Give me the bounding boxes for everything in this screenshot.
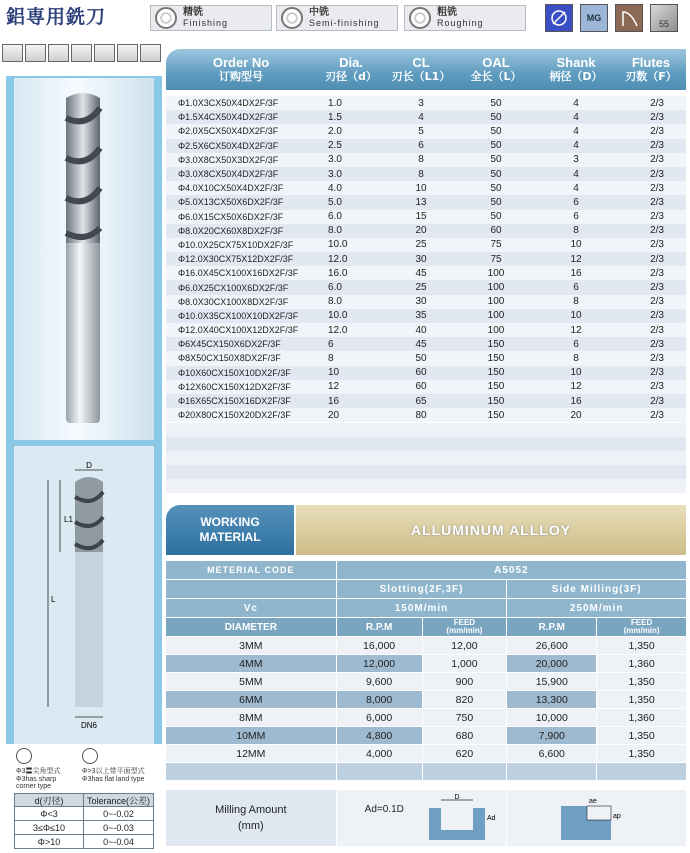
table-row bbox=[166, 351, 686, 365]
condition-cell: 620 bbox=[423, 745, 507, 762]
table-cell: 4 bbox=[573, 182, 579, 194]
mode-finishing bbox=[150, 5, 272, 31]
table-cell: 6 bbox=[573, 338, 579, 350]
condition-cell: 4,800 bbox=[337, 727, 422, 744]
shape-icon-4 bbox=[71, 44, 92, 62]
table-cell: 10.0 bbox=[328, 239, 348, 251]
shape-icon-6 bbox=[117, 44, 138, 62]
table-row bbox=[166, 280, 686, 294]
table-cell: 1.5 bbox=[328, 111, 342, 123]
material-name: ALLUMINUM ALLLOY bbox=[296, 505, 686, 555]
table-cell: 150 bbox=[487, 338, 505, 350]
condition-row-empty bbox=[166, 763, 686, 780]
table-cell: 20 bbox=[570, 409, 582, 421]
condition-cell: 5MM bbox=[166, 673, 336, 690]
shape-icon-7 bbox=[140, 44, 161, 62]
vc-slotting: 150M/min bbox=[337, 599, 507, 617]
table-cell: Φ16X65CX150X16DX2F/3F bbox=[178, 396, 291, 407]
table-cell: 2/3 bbox=[650, 282, 664, 294]
table-cell: 2/3 bbox=[650, 196, 664, 208]
table-cell: Φ6.0X15CX50X6DX2F/3F bbox=[178, 211, 284, 222]
end-mill-image bbox=[56, 88, 110, 428]
feed-side-label: FEED (mm/min) bbox=[597, 618, 686, 636]
table-row bbox=[166, 366, 686, 380]
table-cell: 150 bbox=[487, 381, 505, 393]
condition-cell: 6,600 bbox=[507, 745, 596, 762]
col-dia: Dia. 刃径（d） bbox=[325, 54, 377, 83]
table-cell: 2/3 bbox=[650, 310, 664, 322]
table-row bbox=[166, 139, 686, 153]
side-milling-label: Side Milling(3F) bbox=[507, 580, 686, 598]
condition-row bbox=[166, 655, 686, 672]
table-cell: 35 bbox=[415, 310, 427, 322]
tolerance-cell: 0~-0.04 bbox=[103, 836, 134, 847]
table-cell: 2/3 bbox=[650, 211, 664, 223]
shape-icon-1 bbox=[2, 44, 23, 62]
roughing-icon bbox=[409, 7, 431, 29]
shape-icon-3 bbox=[48, 44, 69, 62]
table-cell: Φ5.0X13CX50X6DX2F/3F bbox=[178, 197, 284, 208]
table-cell: 2/3 bbox=[650, 225, 664, 237]
page-title: 鋁専用銑刀 bbox=[6, 6, 107, 28]
table-cell: 16.0 bbox=[328, 267, 348, 279]
table-cell: Φ3.0X8CX50X4DX2F/3F bbox=[178, 169, 279, 180]
condition-cell: 8,000 bbox=[337, 691, 422, 708]
table-cell: 50 bbox=[490, 140, 502, 152]
table-cell: 6 bbox=[573, 196, 579, 208]
diagram-label-dn: DN6 bbox=[80, 721, 98, 730]
table-cell: 2/3 bbox=[650, 409, 664, 421]
mode-semi-finishing bbox=[276, 5, 398, 31]
table-row bbox=[166, 210, 686, 224]
dimension-drawing bbox=[40, 462, 140, 732]
table-cell: 12 bbox=[570, 253, 582, 265]
table-row bbox=[166, 380, 686, 394]
table-cell: Φ2.5X6CX50X4DX2F/3F bbox=[178, 140, 279, 151]
table-cell: 50 bbox=[415, 352, 427, 364]
table-cell: 50 bbox=[490, 111, 502, 123]
milling-amount-label: Milling Amount (mm) bbox=[166, 790, 336, 846]
table-cell: 100 bbox=[487, 310, 505, 322]
condition-cell: 680 bbox=[423, 727, 507, 744]
table-cell: 2/3 bbox=[650, 182, 664, 194]
cutting-rows bbox=[166, 637, 686, 780]
vc-side: 250M/min bbox=[507, 599, 686, 617]
table-cell: 5.0 bbox=[328, 196, 342, 208]
table-cell: 3 bbox=[418, 97, 424, 109]
table-cell: 65 bbox=[415, 395, 427, 407]
diameter-label: DIAMETER bbox=[166, 618, 336, 636]
condition-cell: 15,900 bbox=[507, 673, 596, 690]
milling-amount-section bbox=[166, 790, 686, 846]
table-cell: Φ20X80CX150X20DX2F/3F bbox=[178, 410, 291, 421]
table-cell: 40 bbox=[415, 324, 427, 336]
table-cell: 6 bbox=[573, 211, 579, 223]
table-cell: Φ6.0X25CX100X6DX2F/3F bbox=[178, 282, 289, 293]
table-cell: 16 bbox=[570, 395, 582, 407]
table-cell: 2.0 bbox=[328, 125, 342, 137]
table-cell: 60 bbox=[490, 225, 502, 237]
table-row bbox=[166, 252, 686, 266]
table-cell: 8 bbox=[573, 352, 579, 364]
table-cell: 50 bbox=[490, 196, 502, 208]
table-cell: 5 bbox=[418, 125, 424, 137]
spiral-badge-icon bbox=[545, 4, 573, 32]
condition-cell: 12MM bbox=[166, 745, 336, 762]
table-cell: 2/3 bbox=[650, 111, 664, 123]
table-cell: 1.0 bbox=[328, 97, 342, 109]
mg-badge: MG bbox=[580, 4, 608, 32]
condition-cell bbox=[507, 763, 596, 780]
slot-sketch-icon bbox=[427, 794, 497, 842]
table-cell: Φ8.0X20CX60X8DX2F/3F bbox=[178, 225, 284, 236]
table-row bbox=[166, 323, 686, 337]
feed-slot-label: FEED (mm/min) bbox=[423, 618, 507, 636]
table-cell: Φ12X60CX150X12DX2F/3F bbox=[178, 381, 291, 392]
table-row bbox=[166, 181, 686, 195]
table-cell: 12 bbox=[570, 381, 582, 393]
condition-cell: 7,900 bbox=[507, 727, 596, 744]
table-cell: 2/3 bbox=[650, 338, 664, 350]
table-cell: 3.0 bbox=[328, 168, 342, 180]
condition-cell bbox=[166, 763, 336, 780]
table-cell: 2/3 bbox=[650, 352, 664, 364]
table-cell: 2/3 bbox=[650, 367, 664, 379]
table-cell: 45 bbox=[415, 267, 427, 279]
condition-cell: 8MM bbox=[166, 709, 336, 726]
condition-cell: 12,00 bbox=[423, 637, 507, 654]
table-cell: 20 bbox=[328, 409, 340, 421]
table-cell: 75 bbox=[490, 253, 502, 265]
sharp-corner-icon bbox=[16, 748, 32, 764]
condition-cell: 26,600 bbox=[507, 637, 596, 654]
table-cell: 30 bbox=[415, 253, 427, 265]
table-cell: 150 bbox=[487, 352, 505, 364]
table-cell: 75 bbox=[490, 239, 502, 251]
table-cell: 12 bbox=[328, 381, 340, 393]
vc-label: Vc bbox=[166, 599, 336, 617]
table-cell: 10.0 bbox=[328, 310, 348, 322]
table-cell: 50 bbox=[490, 182, 502, 194]
blank-cell bbox=[166, 580, 336, 598]
table-cell: Φ1.0X3CX50X4DX2F/3F bbox=[178, 98, 279, 109]
note-flat-en: Φ3has flat land type bbox=[82, 776, 145, 783]
tolerance-cell: Φ>10 bbox=[15, 835, 84, 848]
table-cell: 150 bbox=[487, 367, 505, 379]
table-cell: 3.0 bbox=[328, 154, 342, 166]
table-cell: 10 bbox=[570, 367, 582, 379]
table-cell: 2/3 bbox=[650, 125, 664, 137]
condition-row bbox=[166, 691, 686, 708]
table-cell: 30 bbox=[415, 296, 427, 308]
working-material-label: WORKING MATERIAL bbox=[166, 505, 294, 555]
table-cell: 4 bbox=[573, 140, 579, 152]
corner-notes bbox=[16, 748, 156, 788]
table-cell: 8.0 bbox=[328, 225, 342, 237]
table-cell: 6 bbox=[328, 338, 334, 350]
condition-cell: 900 bbox=[423, 673, 507, 690]
table-cell: 2/3 bbox=[650, 239, 664, 251]
table-row bbox=[166, 195, 686, 209]
semi-finishing-icon bbox=[281, 7, 303, 29]
table-cell: 150 bbox=[487, 395, 505, 407]
finishing-icon bbox=[155, 7, 177, 29]
table-cell: 2/3 bbox=[650, 140, 664, 152]
mode-cn: 粗铣 bbox=[437, 7, 457, 18]
table-cell: 4 bbox=[573, 97, 579, 109]
condition-cell: 1,360 bbox=[597, 655, 686, 672]
table-cell: 2/3 bbox=[650, 395, 664, 407]
tolerance-table bbox=[14, 793, 154, 849]
note-sharp-en: Φ3has sharp corner type bbox=[16, 776, 57, 790]
condition-cell: 16,000 bbox=[337, 637, 422, 654]
table-cell: 8 bbox=[328, 352, 334, 364]
table-row bbox=[166, 224, 686, 238]
condition-cell: 6MM bbox=[166, 691, 336, 708]
table-cell: 8 bbox=[418, 154, 424, 166]
table-row bbox=[166, 309, 686, 323]
condition-cell: 20,000 bbox=[507, 655, 596, 672]
flat-land-icon bbox=[82, 748, 98, 764]
table-cell: Φ3.0X8CX50X3DX2F/3F bbox=[178, 154, 279, 165]
table-cell: 4 bbox=[573, 168, 579, 180]
condition-cell: 1,000 bbox=[423, 655, 507, 672]
table-cell: Φ8.0X30CX100X8DX2F/3F bbox=[178, 296, 289, 307]
mode-roughing bbox=[404, 5, 526, 31]
table-cell: 100 bbox=[487, 267, 505, 279]
table-cell: 6.0 bbox=[328, 211, 342, 223]
table-cell: 6 bbox=[573, 282, 579, 294]
condition-cell: 820 bbox=[423, 691, 507, 708]
condition-cell: 1,350 bbox=[597, 745, 686, 762]
col-order-no: Order No 订购型号 bbox=[212, 54, 270, 83]
table-cell: 150 bbox=[487, 409, 505, 421]
condition-row bbox=[166, 673, 686, 690]
condition-row bbox=[166, 637, 686, 654]
shape-icon-5 bbox=[94, 44, 115, 62]
table-cell: 2/3 bbox=[650, 296, 664, 308]
rpm-side-label: R.P.M bbox=[507, 618, 596, 636]
table-cell: 6 bbox=[418, 140, 424, 152]
side-diagram bbox=[507, 790, 686, 846]
condition-cell: 9,600 bbox=[337, 673, 422, 690]
table-cell: Φ1.5X4CX50X4DX2F/3F bbox=[178, 112, 279, 123]
condition-cell: 1,350 bbox=[597, 673, 686, 690]
table-cell: 2/3 bbox=[650, 267, 664, 279]
table-cell: Φ16.0X45CX100X16DX2F/3F bbox=[178, 268, 299, 279]
tolerance-cell: 0~-0.03 bbox=[103, 822, 134, 833]
table-row bbox=[166, 295, 686, 309]
table-cell: 12 bbox=[570, 324, 582, 336]
table-cell: 2/3 bbox=[650, 381, 664, 393]
table-cell: 8 bbox=[418, 168, 424, 180]
condition-row bbox=[166, 727, 686, 744]
table-cell: 4 bbox=[418, 111, 424, 123]
tolerance-header-d: d(刃径) bbox=[15, 794, 84, 806]
table-cell: 4 bbox=[573, 111, 579, 123]
table-cell: 10 bbox=[415, 182, 427, 194]
table-cell: 2/3 bbox=[650, 253, 664, 265]
tolerance-cell: Φ<3 bbox=[15, 807, 84, 820]
condition-row bbox=[166, 709, 686, 726]
table-cell: 4 bbox=[573, 125, 579, 137]
table-cell: 4.0 bbox=[328, 182, 342, 194]
table-cell: 13 bbox=[415, 196, 427, 208]
table-cell: 45 bbox=[415, 338, 427, 350]
rpm-slot-label: R.P.M bbox=[337, 618, 422, 636]
mode-en: Semi-finishing bbox=[309, 18, 380, 28]
col-shank: Shank 柄径（D） bbox=[549, 54, 603, 83]
col-cl: CL 刃长（L1） bbox=[391, 54, 451, 83]
table-cell: 25 bbox=[415, 282, 427, 294]
mode-en: Finishing bbox=[183, 18, 229, 28]
table-cell: 2/3 bbox=[650, 97, 664, 109]
spec-table-header bbox=[166, 49, 686, 90]
table-row bbox=[166, 110, 686, 124]
table-cell: 50 bbox=[490, 168, 502, 180]
table-row bbox=[166, 337, 686, 351]
table-cell: Φ6X45CX150X6DX2F/3F bbox=[178, 339, 281, 350]
angle-badge-icon bbox=[615, 4, 643, 32]
table-cell: Φ8X50CX150X8DX2F/3F bbox=[178, 353, 281, 364]
ad-label: Ad=0.1D bbox=[364, 804, 404, 815]
note-flat: Φ>3以上带平面型式 bbox=[82, 768, 145, 775]
table-cell: 12.0 bbox=[328, 324, 348, 336]
svg-text:D: D bbox=[454, 794, 460, 801]
table-cell: 10 bbox=[570, 239, 582, 251]
table-cell: 100 bbox=[487, 296, 505, 308]
spec-table-filler bbox=[166, 423, 686, 493]
material-code-label: METERIAL CODE bbox=[166, 561, 336, 579]
table-cell: 8 bbox=[573, 225, 579, 237]
mode-cn: 精铣 bbox=[183, 7, 203, 18]
table-cell: 80 bbox=[415, 409, 427, 421]
table-row bbox=[166, 394, 686, 408]
condition-cell: 4MM bbox=[166, 655, 336, 672]
condition-cell: 750 bbox=[423, 709, 507, 726]
table-cell: 60 bbox=[415, 367, 427, 379]
table-cell: 2/3 bbox=[650, 154, 664, 166]
diagram-label-d: D bbox=[86, 462, 92, 470]
table-cell: Φ2.0X5CX50X4DX2F/3F bbox=[178, 126, 279, 137]
table-cell: 2.5 bbox=[328, 140, 342, 152]
condition-cell: 1,350 bbox=[597, 637, 686, 654]
table-cell: Φ10.0X25CX75X10DX2F/3F bbox=[178, 239, 294, 250]
table-cell: 25 bbox=[415, 239, 427, 251]
table-cell: Φ12.0X30CX75X12DX2F/3F bbox=[178, 254, 294, 265]
table-cell: Φ4.0X10CX50X4DX2F/3F bbox=[178, 183, 284, 194]
svg-text:Ad: Ad bbox=[486, 815, 496, 822]
table-cell: 8 bbox=[573, 296, 579, 308]
condition-cell bbox=[337, 763, 422, 780]
table-cell: 50 bbox=[490, 97, 502, 109]
condition-cell bbox=[597, 763, 686, 780]
svg-text:ae: ae bbox=[589, 798, 598, 805]
table-cell: 16 bbox=[570, 267, 582, 279]
table-row bbox=[166, 408, 686, 422]
mode-en: Roughing bbox=[437, 18, 484, 28]
side-sketch-icon bbox=[557, 794, 627, 842]
tolerance-cell: 0~-0.02 bbox=[103, 808, 134, 819]
condition-cell: 10MM bbox=[166, 727, 336, 744]
slotting-label: Slotting(2F,3F) bbox=[337, 580, 507, 598]
tolerance-header-tol: Tolerance(公差) bbox=[86, 795, 151, 806]
condition-cell: 12,000 bbox=[337, 655, 422, 672]
condition-cell: 1,350 bbox=[597, 727, 686, 744]
table-cell: 10 bbox=[328, 367, 340, 379]
cutting-conditions-table bbox=[166, 561, 686, 781]
col-flutes: Flutes 刃数（F） bbox=[625, 54, 677, 83]
table-cell: 2/3 bbox=[650, 168, 664, 180]
tolerance-cell: 3≤Φ≤10 bbox=[15, 821, 84, 834]
helix-55-badge: 55 bbox=[650, 4, 678, 32]
condition-cell: 1,360 bbox=[597, 709, 686, 726]
table-row bbox=[166, 167, 686, 181]
shape-icon-2 bbox=[25, 44, 46, 62]
table-cell: Φ10.0X35CX100X10DX2F/3F bbox=[178, 310, 299, 321]
table-cell: 60 bbox=[415, 381, 427, 393]
table-row bbox=[166, 153, 686, 167]
table-cell: 16 bbox=[328, 395, 340, 407]
table-cell: Φ12.0X40CX100X12DX2F/3F bbox=[178, 325, 299, 336]
table-cell: 50 bbox=[490, 154, 502, 166]
table-cell: 3 bbox=[573, 154, 579, 166]
table-cell: 15 bbox=[415, 211, 427, 223]
condition-row bbox=[166, 745, 686, 762]
table-cell: 50 bbox=[490, 125, 502, 137]
material-code: A5052 bbox=[337, 561, 686, 579]
slot-diagram bbox=[337, 790, 507, 846]
table-cell: 100 bbox=[487, 282, 505, 294]
table-cell: 50 bbox=[490, 211, 502, 223]
table-cell: Φ10X60CX150X10DX2F/3F bbox=[178, 367, 291, 378]
table-cell: 8.0 bbox=[328, 296, 342, 308]
diagram-label-l1: L1 bbox=[64, 515, 73, 524]
table-cell: 6.0 bbox=[328, 282, 342, 294]
table-cell: 12.0 bbox=[328, 253, 348, 265]
table-cell: 100 bbox=[487, 324, 505, 336]
table-row bbox=[166, 238, 686, 252]
condition-cell: 1,350 bbox=[597, 691, 686, 708]
condition-cell: 6,000 bbox=[337, 709, 422, 726]
condition-cell: 13,300 bbox=[507, 691, 596, 708]
condition-cell: 10,000 bbox=[507, 709, 596, 726]
condition-cell: 3MM bbox=[166, 637, 336, 654]
svg-text:ap: ap bbox=[613, 813, 622, 820]
tool-type-icons bbox=[2, 44, 161, 62]
condition-cell: 4,000 bbox=[337, 745, 422, 762]
condition-cell bbox=[423, 763, 507, 780]
col-oal: OAL 全长（L） bbox=[470, 54, 522, 83]
note-sharp: Φ3〓尖角型式 bbox=[16, 768, 61, 775]
diagram-label-l: L bbox=[51, 595, 56, 604]
table-cell: 10 bbox=[570, 310, 582, 322]
table-row bbox=[166, 266, 686, 280]
table-row bbox=[166, 124, 686, 138]
spec-table-body bbox=[166, 96, 686, 422]
table-row bbox=[166, 96, 686, 110]
table-cell: 20 bbox=[415, 225, 427, 237]
table-cell: 2/3 bbox=[650, 324, 664, 336]
mode-cn: 中铣 bbox=[309, 7, 329, 18]
